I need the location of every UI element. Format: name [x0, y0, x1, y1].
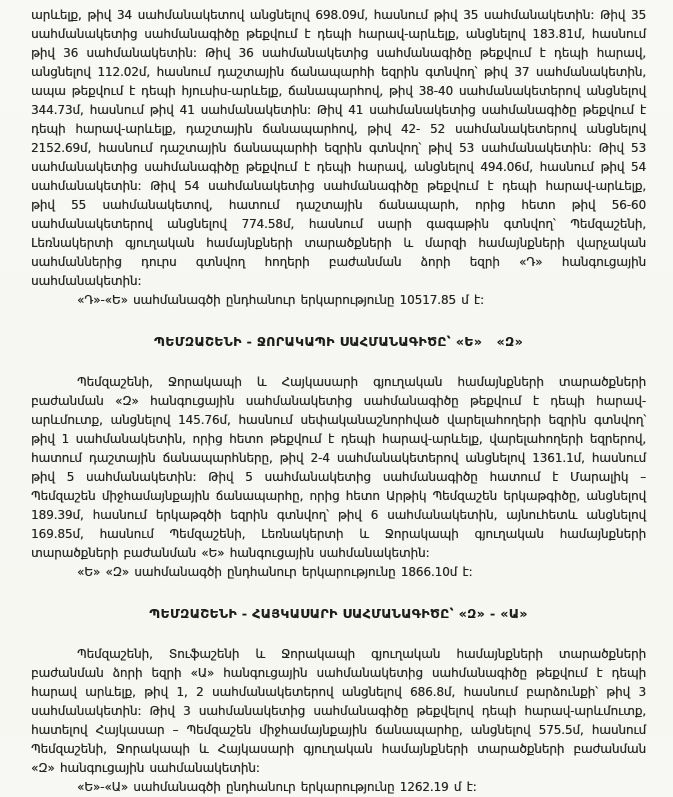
document-paragraph: «Ե»-«Ա» սահմանագծի ընդհանուր երկարությունը 1262.19 մ է: [77, 780, 477, 794]
document-paragraph: արևելք, թիվ 34 սահմանակետով անցնելով 698.09մ, հասնում թիվ 35 սահմանակետին: Թիվ 35 սահմանակետից սահմանագիծը թեքվում է դեպի հարավ-արևելք, անցնելով 183.81մ, հասնում թիվ 36 սահմանակետին: Թիվ 36 սահմանակետից սահմանագիծը թեքվում է դեպի հարավ, անցնելով 112.02մ, հասնում դաշտային ճանապարհի եզրին գտնվող՝ թիվ 37 սահմանակետին, ապա թեքվում է դեպի հյուսիս-արևելք, ճանապարհով, թիվ 38-40 սահմանակետերով անցնելով 344.73մ, հասնում թիվ 41 սահմանակետին: Թիվ 41 սահմանակետից սահմանագիծը թեքվում է դեպի հարավ-արևելք, դաշտային ճանապարհով, թիվ 42- 52 սահմանակետերով անցնելով 2152.69մ, հասնում դաշտային ճանապարհի եզրին գտնվող՝ թիվ 53 սահմանակետին: Թիվ 53 սահմանակետից սահմանագիծը թեքվում է դեպի հարավ, անցնելով 494.06մ, հասնում թիվ 54 սահմանակետին: Թիվ 54 սահմանակետից սահմանագիծը թեքվում է դեպի հարավ-արևելք, թիվ 55 սահմանակետով, հատում դաշտային ճանապարհ, որից հետո թիվ 56-60 սահմանակետերով անցնելով 774.58մ, հասնում սարի գագաթին գտնվող՝ Պեմզաշենի, Լեռնակերտի գյուղական համայնքների տարածքների և մարզի համայնքների վարչական սահմաններից դուրս գտնվող հողերի բաժանման ձորի եզրի «Դ» հանգուցային սահմանակետին: [31, 8, 646, 288]
document-paragraph: Պեմզաշենի, Տուֆաշենի և Ջորակապի գյուղական համայնքների տարածքների բաժանման ձորի եզրի «Ա» հանգուցային սահմանակետից սահմանագիծը թեքվում է դեպի հարավ արևելք, թիվ 1, 2 սահմանակետերով անցնելով 686.8մ, հասնում բարձունքի՝ թիվ 3 սահմանակետին: Թիվ 3 սահմանակետից սահմանագիծը թեքվելով դեպի հարավ-արևմուտք, հատելով Հայկասար – Պեմզաշեն միջհամայնքային ճանապարհը, անցնելով 575.5մ, հասնում Պեմզաշենի, Ջորակապի և Հայկասարի գյուղական համայնքների տարածքների բաժանման «Զ» հանգուցային սահմանակետին: [31, 647, 646, 775]
document-paragraph: Պեմզաշենի, Ջորակապի և Հայկասարի գյուղական համայնքների տարածքների բաժանման «Զ» հանգուցային սահմանակետից սահմանագիծը թեքվում է դեպի հարավ-արևմուտք, անցնելով 145.76մ, հասնում սեփականաշնորհված վարելահողերի եզրին գտնվող՝ թիվ 1 սահմանակետին, որից հետո թեքվում է դեպի հարավ-արևելք, վարելահողերի եզրերով, հատում դաշտային ճանապարհները, թիվ 2-4 սահմանակետերով անցնելով 1361.1մ, հասնում թիվ 5 սահմանակետին: Թիվ 5 սահմանակետից սահմանագիծը հատում է Մարալիկ – Պեմզաշեն միջհամայնքային ճանապարհը, որից հետո Արթիկ Պեմզաշեն երկաթգիծը, անցնելով 189.39մ, հասնում երկաթգծի եզրին գտնվող՝ թիվ 6 սահմանակետին, այնուհետև անցնելով 169.85մ, հասնում Պեմզաշենի, Լեռնակերտի և Ջորակապի գյուղական համայնքների տարածքների բաժանման «Ե» հանգուցային սահմանակետին: [31, 375, 646, 560]
section-heading: ՊԵՄԶԱՇԵՆԻ - ՀԱՅԿԱՍԱՐԻ ՍԱՀՄԱՆԱԳԻԾԸ՝ «Զ» - «Ա» [149, 606, 528, 621]
document-paragraph: «Դ»-«Ե» սահմանագծի ընդհանուր երկարությունը 10517.85 մ է: [77, 293, 484, 307]
document-paragraph: «Ե» «Զ» սահմանագծի ընդհանուր երկարությունը 1866.10մ է: [77, 565, 473, 579]
section-heading: ՊԵՄԶԱՇԵՆԻ - ՋՈՐԱԿԱՊԻ ՍԱՀՄԱՆԱԳԻԾԸ՝ «Ե» «Զ» [153, 334, 524, 349]
